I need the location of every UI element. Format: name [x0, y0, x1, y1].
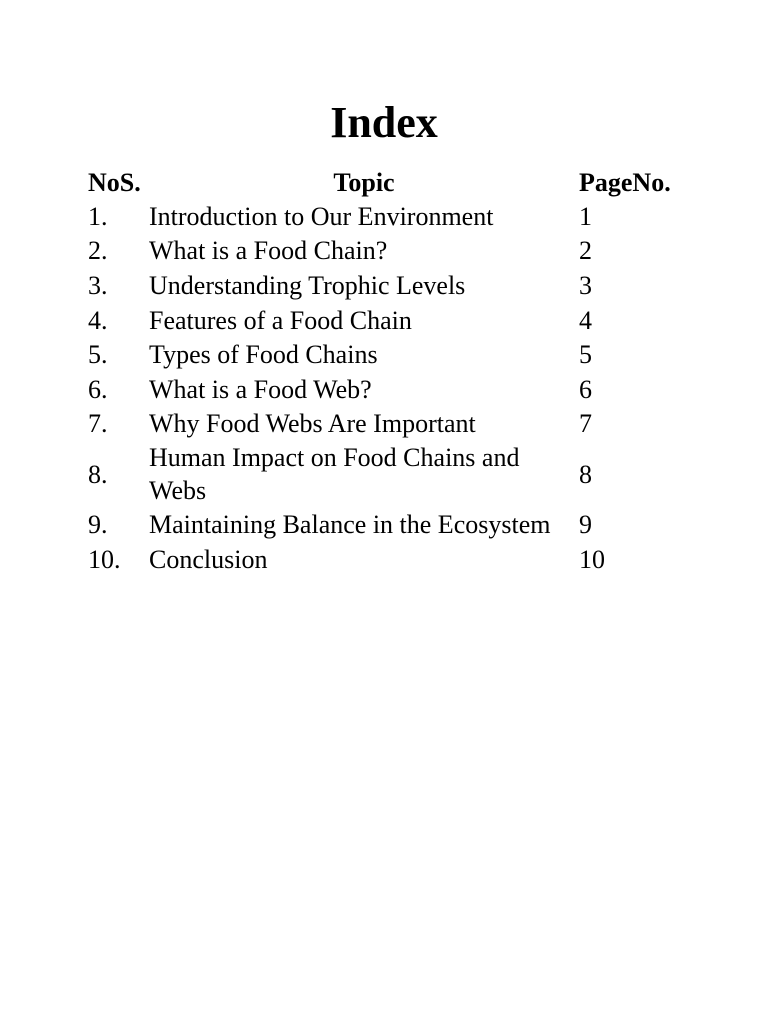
row-topic: Types of Food Chains	[149, 340, 378, 370]
row-number: 6.	[88, 374, 108, 404]
header-number: NoS.	[88, 168, 141, 197]
table-row	[88, 337, 689, 372]
row-number: 2.	[88, 236, 108, 266]
row-number: 9.	[88, 509, 108, 539]
row-topic: What is a Food Web?	[149, 374, 372, 404]
table-row	[88, 407, 689, 442]
row-page-number: 1	[579, 201, 592, 231]
row-number: 8.	[88, 459, 108, 489]
row-page-number: 2	[579, 236, 592, 266]
index-table	[88, 166, 689, 576]
row-number: 7.	[88, 409, 108, 439]
row-page-number: 3	[579, 270, 592, 300]
row-topic: Maintaining Balance in the Ecosystem	[149, 509, 551, 539]
row-page-number: 6	[579, 374, 592, 404]
row-page-number: 10	[579, 544, 605, 574]
table-header-row	[88, 166, 689, 199]
table-row	[88, 199, 689, 234]
row-topic: Conclusion	[149, 544, 268, 574]
row-number: 1.	[88, 201, 108, 231]
table-row	[88, 441, 689, 507]
row-topic: What is a Food Chain?	[149, 236, 388, 266]
row-page-number: 4	[579, 305, 592, 335]
row-number: 5.	[88, 340, 108, 370]
row-page-number: 8	[579, 459, 592, 489]
row-page-number: 9	[579, 509, 592, 539]
table-row	[88, 234, 689, 269]
table-row	[88, 372, 689, 407]
row-number: 3.	[88, 270, 108, 300]
table-row	[88, 303, 689, 338]
row-topic: Understanding Trophic Levels	[149, 270, 466, 300]
row-topic: Why Food Webs Are Important	[149, 409, 476, 439]
row-page-number: 7	[579, 409, 592, 439]
table-row	[88, 268, 689, 303]
row-page-number: 5	[579, 340, 592, 370]
row-number: 4.	[88, 305, 108, 335]
row-topic: Introduction to Our Environment	[149, 201, 494, 231]
page-title: Index	[330, 98, 438, 147]
table-row	[88, 507, 689, 542]
header-topic: Topic	[333, 168, 395, 197]
header-page-number: PageNo.	[579, 168, 671, 197]
row-number: 10.	[88, 544, 121, 574]
row-topic: Human Impact on Food Chains and Webs	[149, 443, 520, 506]
row-topic: Features of a Food Chain	[149, 305, 412, 335]
table-row	[88, 542, 689, 577]
